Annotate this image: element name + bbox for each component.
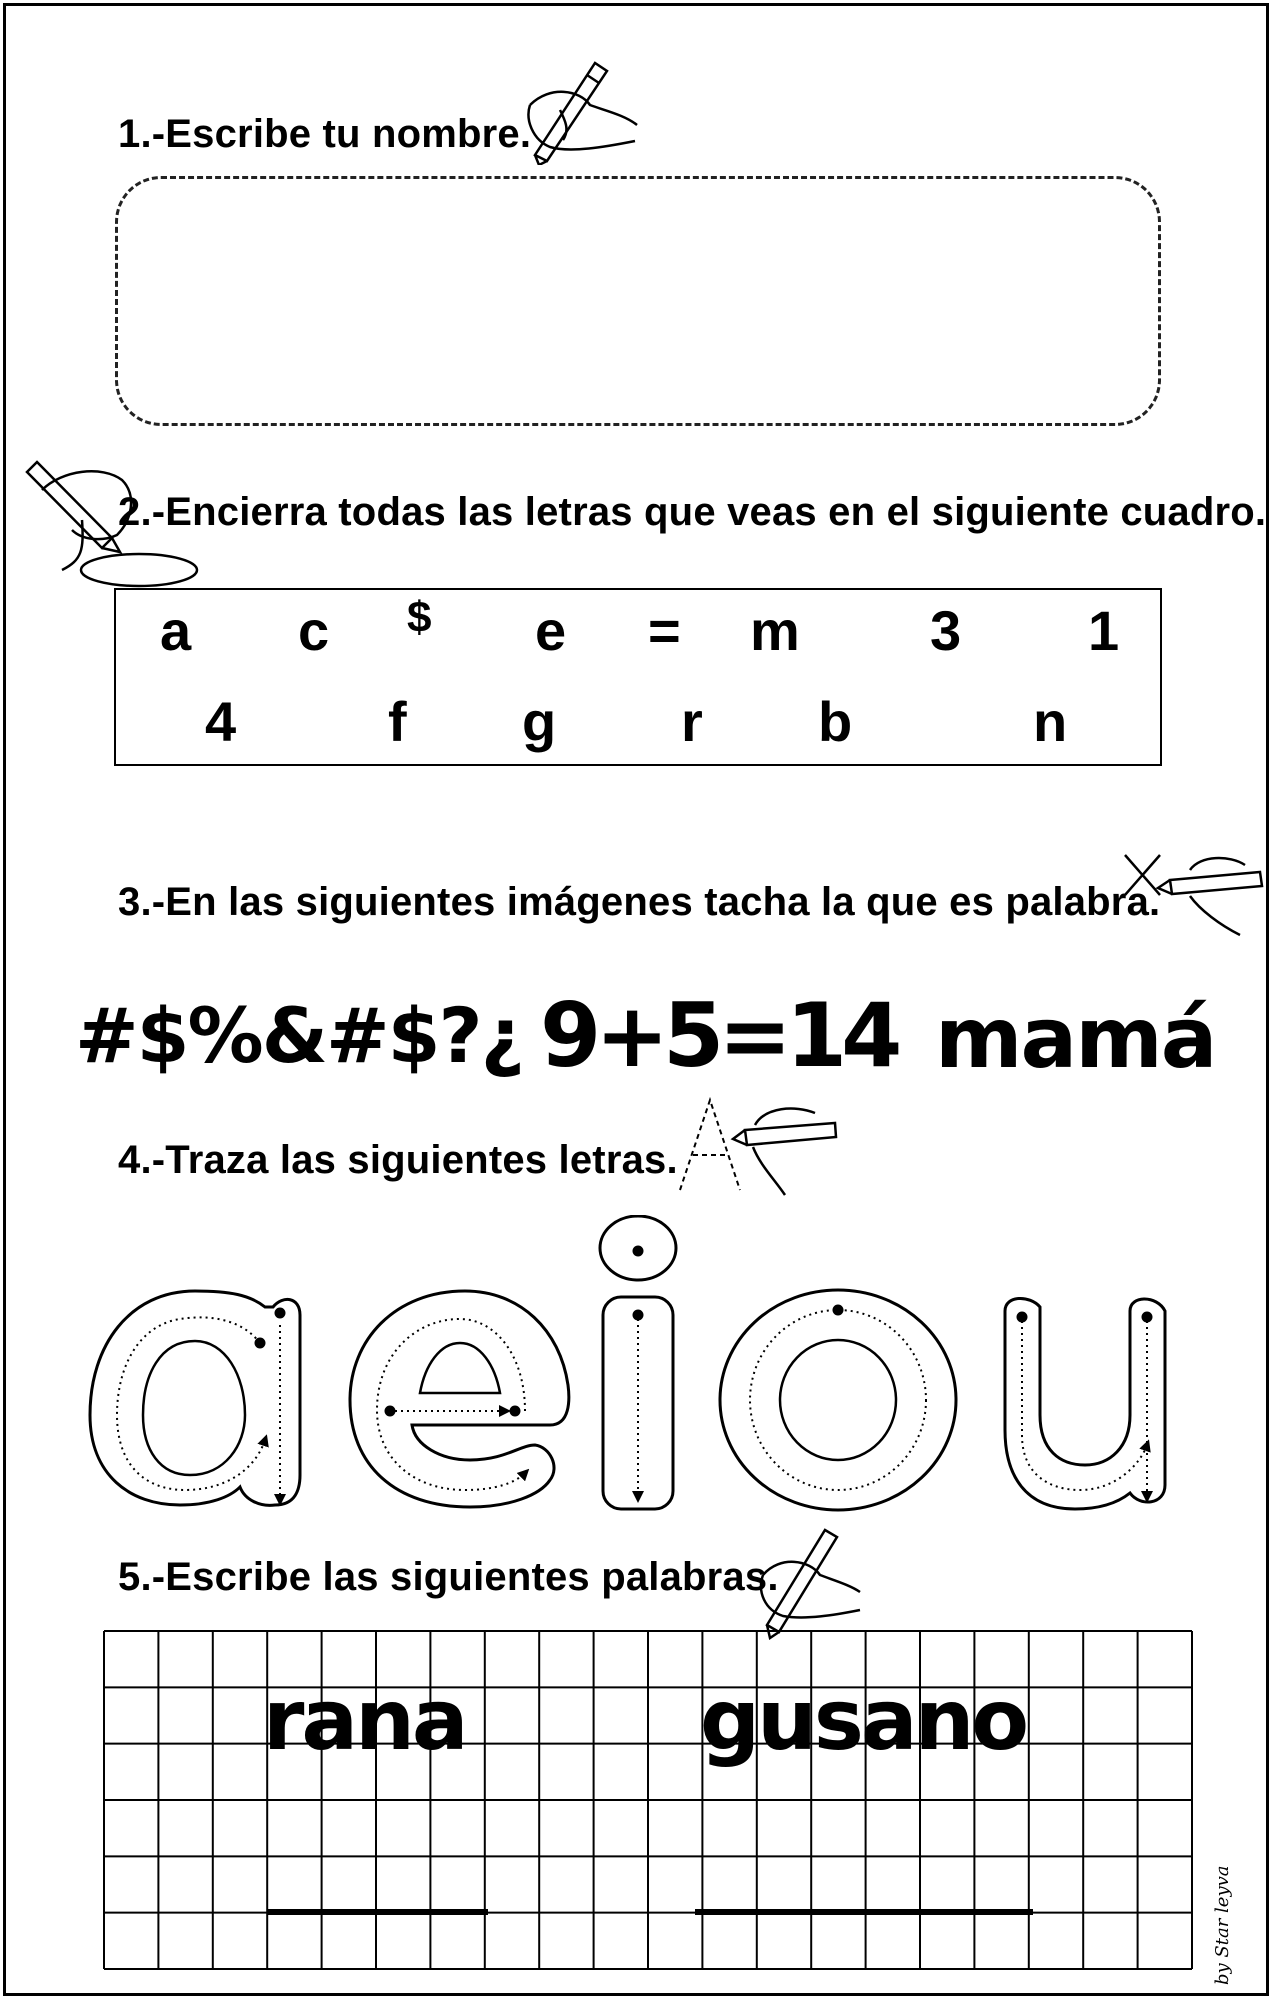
author-signature: by Star leyva bbox=[1212, 1865, 1233, 1985]
box-char[interactable]: = bbox=[648, 599, 681, 662]
word-rana: rana bbox=[263, 1671, 466, 1769]
pencil-crossing-icon bbox=[1120, 850, 1270, 940]
trace-letter-i[interactable] bbox=[600, 1216, 676, 1509]
trace-letter-a[interactable] bbox=[90, 1291, 300, 1505]
box-char[interactable]: m bbox=[750, 599, 800, 662]
box-char[interactable]: c bbox=[298, 599, 330, 662]
pencil-writing-icon bbox=[755, 1520, 865, 1640]
letters-box bbox=[114, 588, 1162, 766]
pencil-hand-icon bbox=[525, 55, 645, 165]
name-writing-box[interactable] bbox=[115, 176, 1161, 426]
instruction-1: 1.-Escribe tu nombre. bbox=[118, 112, 532, 156]
option-word[interactable]: mamá bbox=[935, 989, 1216, 1087]
box-char[interactable]: 3 bbox=[930, 599, 962, 662]
box-char[interactable]: 4 bbox=[205, 690, 237, 753]
trace-letter-o[interactable] bbox=[720, 1290, 956, 1510]
word-gusano: gusano bbox=[700, 1671, 1027, 1769]
option-equation[interactable]: 9+5=14 bbox=[540, 984, 897, 1087]
box-char[interactable]: 1 bbox=[1088, 599, 1120, 662]
box-char[interactable]: b bbox=[818, 690, 853, 753]
instruction-2: 2.-Encierra todas las letras que veas en el siguiente cuadro. bbox=[118, 490, 1267, 534]
pencil-tracing-icon bbox=[675, 1095, 850, 1205]
box-char[interactable]: $ bbox=[407, 593, 432, 642]
instruction-4: 4.-Traza las siguientes letras. bbox=[118, 1138, 678, 1182]
box-char[interactable]: n bbox=[1033, 690, 1068, 753]
letter-tracing-area bbox=[85, 1215, 1205, 1515]
option-symbols[interactable]: #$%&#$?¿ bbox=[75, 991, 523, 1080]
instruction-3: 3.-En las siguientes imágenes tacha la que es palabra. bbox=[118, 880, 1161, 924]
box-char[interactable]: e bbox=[535, 599, 567, 662]
box-char[interactable]: a bbox=[160, 599, 192, 662]
box-char[interactable]: g bbox=[522, 690, 557, 753]
trace-letter-u[interactable] bbox=[1005, 1298, 1165, 1509]
writing-grid[interactable] bbox=[103, 1630, 1193, 1970]
instruction-5: 5.-Escribe las siguientes palabras. bbox=[118, 1555, 779, 1599]
box-char[interactable]: r bbox=[681, 690, 703, 753]
box-char[interactable]: f bbox=[388, 690, 407, 753]
trace-letter-e[interactable] bbox=[350, 1291, 569, 1507]
